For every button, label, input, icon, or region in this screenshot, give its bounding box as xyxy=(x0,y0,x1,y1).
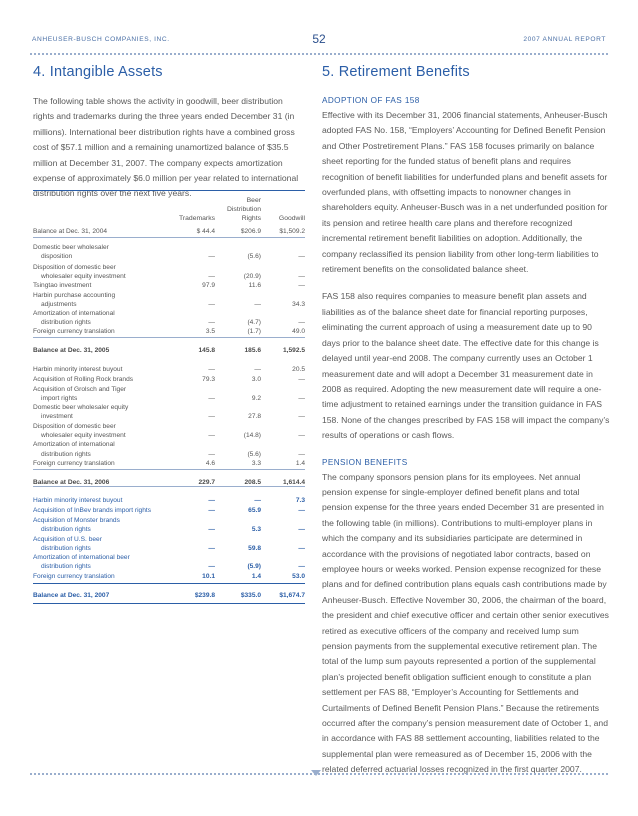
cell-trademarks: 4.6 xyxy=(205,460,215,467)
cell-trademarks: — xyxy=(208,507,215,514)
cell-beer-distribution-rights: (5.6) xyxy=(247,253,261,260)
row-label: Amortization of international xyxy=(33,310,115,317)
cell-trademarks: — xyxy=(208,319,215,326)
cell-goodwill: 1,592.5 xyxy=(283,347,305,354)
intangible-assets-intro: The following table shows the activity in goodwill, beer distribution rights and trademarks during the three years ended December 31 (in millions). International beer distribution rights have a combined gross cost of $57.1 million and a remaining unamortized balance of $35.5 million at December 31, 2007. The company expects amortization expense of approximately $6.0 million per year related to international distribution rights over the next five years. xyxy=(33,96,299,199)
cell-beer-distribution-rights: (1.7) xyxy=(247,328,261,335)
cell-goodwill: — xyxy=(298,507,305,514)
table-rule xyxy=(33,237,305,238)
cell-beer-distribution-rights: — xyxy=(254,366,261,373)
cell-goodwill: 1.4 xyxy=(295,460,305,467)
row-label: Disposition of domestic beer xyxy=(33,423,116,430)
row-label: Balance at Dec. 31, 2007 xyxy=(33,592,110,599)
table-row xyxy=(33,282,305,292)
row-label: disposition xyxy=(41,253,73,260)
cell-beer-distribution-rights: 3.0 xyxy=(251,376,261,383)
cell-beer-distribution-rights: — xyxy=(254,497,261,504)
cell-goodwill: — xyxy=(298,395,305,402)
page-header xyxy=(30,32,608,48)
row-label: import rights xyxy=(41,395,78,402)
cell-beer-distribution-rights: (20.9) xyxy=(243,273,261,280)
cell-beer-distribution-rights: $206.9 xyxy=(240,228,261,235)
row-label: distribution rights xyxy=(41,451,91,458)
row-label: wholesaler equity investment xyxy=(41,273,126,280)
cell-goodwill: — xyxy=(298,413,305,420)
header-divider xyxy=(30,53,608,55)
row-label: Harbin minority interest buyout xyxy=(33,366,123,373)
cell-trademarks: — xyxy=(208,413,215,420)
cell-trademarks: — xyxy=(208,366,215,373)
row-label: investment xyxy=(41,413,73,420)
table-rule xyxy=(33,486,305,487)
cell-trademarks: 10.1 xyxy=(202,573,215,580)
table-row xyxy=(33,563,305,573)
table-row xyxy=(33,413,305,423)
cell-goodwill: — xyxy=(298,253,305,260)
table-rule xyxy=(33,603,305,604)
row-label: Harbin minority interest buyout xyxy=(33,497,123,504)
table-rule xyxy=(33,469,305,470)
cell-trademarks: — xyxy=(208,301,215,308)
header-goodwill: Goodwill xyxy=(278,215,305,222)
cell-trademarks: 97.9 xyxy=(202,282,215,289)
cell-beer-distribution-rights: 208.5 xyxy=(244,479,261,486)
report-title: 2007 ANNUAL REPORT xyxy=(523,36,606,43)
row-label: Balance at Dec. 31, 2004 xyxy=(33,228,108,235)
row-label: distribution rights xyxy=(41,526,91,533)
cell-beer-distribution-rights: (4.7) xyxy=(247,319,261,326)
fas-158-paragraph-1: Effective with its December 31, 2006 financial statements, Anheuser-Busch adopted FAS No. 158, “Employers’ Accounting for Defined Benefit Pension and Other Postretirement Plans.” FAS 158 focuses primarily on balance sheet reporting for the funded status of benefit plans and requires recognition of benefit liabilities for underfunded plans and benefit assets for overfunded plans, with offsetting impacts to nonowner changes in shareholders equity. Anheuser-Busch was in a net underfunded position for its pension and retiree health care plans and therefore recognized incremental retirement benefit liabilities on adoption. Additionally, the company reclassified its pension liability from other long-term liabilities to retirement benefits on the consolidated balance sheet. xyxy=(322,110,608,275)
cell-beer-distribution-rights: 11.6 xyxy=(248,282,261,289)
cell-beer-distribution-rights: 65.9 xyxy=(248,507,261,514)
cell-trademarks: — xyxy=(208,563,215,570)
row-label: Amortization of international beer xyxy=(33,554,130,561)
cell-goodwill: 34.3 xyxy=(292,301,305,308)
cell-goodwill: — xyxy=(298,273,305,280)
table-row xyxy=(33,507,305,517)
cell-beer-distribution-rights: 27.8 xyxy=(248,413,261,420)
cell-trademarks: 229.7 xyxy=(198,479,215,486)
cell-goodwill: 49.0 xyxy=(292,328,305,335)
table-row xyxy=(33,497,305,507)
row-label: Foreign currency translation xyxy=(33,460,115,467)
cell-goodwill: — xyxy=(298,526,305,533)
cell-trademarks: — xyxy=(208,526,215,533)
row-label: distribution rights xyxy=(41,563,91,570)
header-beer-line2: Distribution xyxy=(227,206,261,213)
header-trademarks: Trademarks xyxy=(178,215,215,222)
cell-beer-distribution-rights: 185.6 xyxy=(244,347,261,354)
table-row xyxy=(33,441,305,451)
header-beer-line3: Rights xyxy=(241,215,261,222)
cell-goodwill: $1,674.7 xyxy=(279,592,305,599)
cell-goodwill: 20.5 xyxy=(292,366,305,373)
cell-trademarks: 3.5 xyxy=(205,328,215,335)
table-row xyxy=(33,526,305,536)
cell-beer-distribution-rights: 3.3 xyxy=(251,460,261,467)
header-beer-line1: Beer xyxy=(246,197,261,204)
header-beer-distribution-rights xyxy=(215,196,261,223)
row-label: adjustments xyxy=(41,301,77,308)
row-label: Disposition of domestic beer xyxy=(33,264,116,271)
cell-beer-distribution-rights: $335.0 xyxy=(240,592,261,599)
cell-goodwill: — xyxy=(298,451,305,458)
row-label: Foreign currency translation xyxy=(33,573,115,580)
table-rule xyxy=(33,583,305,584)
cell-trademarks: — xyxy=(208,395,215,402)
cell-beer-distribution-rights: 5.3 xyxy=(251,526,261,533)
cell-goodwill: — xyxy=(298,432,305,439)
fas-158-paragraph-2: FAS 158 also requires companies to measure benefit plan assets and liabilities as of the balance sheet date for financial reporting purposes, eliminating the current approach of using a measurement date up to 90 days prior to the balance sheet date. The effective date for this change is delayed until year-end 2008. The company currently uses an October 1 measurement date and will adopt a December 31 measurement date in 2008 as required. Adopting the new measurement date will require a one-time adjustment to retained earnings under the transition guidance in FAS 158. None of the changes prescribed by FAS 158 will impact the company’s results of operations or cash flows. xyxy=(322,291,610,441)
row-label: Harbin purchase accounting xyxy=(33,292,116,299)
table-row xyxy=(33,592,305,602)
intangible-assets-section xyxy=(33,64,305,202)
table-row xyxy=(33,366,305,376)
section-title-intangible-assets: 4. Intangible Assets xyxy=(33,64,163,80)
cell-trademarks: — xyxy=(208,273,215,280)
cell-trademarks: 145.8 xyxy=(198,347,215,354)
row-label: Tsingtao investment xyxy=(33,282,92,289)
cell-trademarks: — xyxy=(208,253,215,260)
cell-beer-distribution-rights: — xyxy=(254,301,261,308)
row-label: Domestic beer wholesaler equity xyxy=(33,404,129,411)
cell-goodwill: — xyxy=(298,319,305,326)
table-rule xyxy=(33,337,305,338)
row-label: wholesaler equity investment xyxy=(41,432,126,439)
cell-beer-distribution-rights: (5.6) xyxy=(247,451,261,458)
cell-beer-distribution-rights: 59.8 xyxy=(248,545,261,552)
cell-goodwill: $1,509.2 xyxy=(279,228,305,235)
cell-beer-distribution-rights: (14.8) xyxy=(243,432,261,439)
row-label: Acquisition of Monster brands xyxy=(33,517,120,524)
page-number: 52 xyxy=(312,32,326,46)
row-label: distribution rights xyxy=(41,319,91,326)
row-label: Acquisition of U.S. beer xyxy=(33,536,102,543)
cell-beer-distribution-rights: (5.9) xyxy=(247,563,261,570)
cell-trademarks: — xyxy=(208,432,215,439)
table-top-rule xyxy=(33,190,305,191)
cell-trademarks: — xyxy=(208,545,215,552)
table-row xyxy=(33,347,305,357)
cell-goodwill: — xyxy=(298,563,305,570)
table-row xyxy=(33,573,305,583)
footer-triangle-icon xyxy=(311,770,321,776)
table-row xyxy=(33,376,305,386)
cell-goodwill: — xyxy=(298,545,305,552)
row-label: distribution rights xyxy=(41,545,91,552)
row-label: Acquisition of Rolling Rock brands xyxy=(33,376,134,383)
company-name: ANHEUSER-BUSCH COMPANIES, INC. xyxy=(32,36,170,43)
row-label: Balance at Dec. 31, 2005 xyxy=(33,347,110,354)
cell-trademarks: — xyxy=(208,497,215,504)
cell-goodwill: — xyxy=(298,282,305,289)
row-label: Domestic beer wholesaler xyxy=(33,244,109,251)
section-title-retirement-benefits: 5. Retirement Benefits xyxy=(322,64,470,80)
table-row xyxy=(33,253,305,263)
pension-benefits-paragraph: The company sponsors pension plans for its employees. Net annual pension expense for single-employer defined benefit plans and total pension expense for the three years ended December 31 are presented in the following table (in millions). Contributions to multi-employer plans in which the company and its subsidiaries participate are determined in accordance with the provisions of negotiated labor contracts, based on employee hours or weeks worked. Pension expense recognized for these plans and for defined contribution plans equals cash contributions made by Anheuser-Busch. Effective November 30, 2006, the chairman of the board, the president and chief executive officer and certain other senior executives retired as executive officers of the company and received lump sum pension payments from the supplemental executive retirement plan. The total of the lump sum payouts represented a portion of the supplemental plan’s projected benefit obligation sufficient enough to constitute a plan settlement per FAS 88, “Employer’s Accounting for Settlements and Curtailments of Defined Benefit Pension Plans.” Because the retirements occurred after the company’s pension measurement date of October 1, and in accordance with FAS 88 settlement accounting, liabilities related to the supplemental plan were remeasured as of December 15, 2006 with the related deferred actuarial losses recognized in the first quarter 2007. xyxy=(322,471,609,775)
cell-goodwill: 53.0 xyxy=(292,573,305,580)
cell-beer-distribution-rights: 9.2 xyxy=(251,395,261,402)
retirement-benefits-section xyxy=(322,64,610,778)
cell-trademarks: $ 44.4 xyxy=(196,228,215,235)
row-label: Foreign currency translation xyxy=(33,328,115,335)
cell-trademarks: — xyxy=(208,451,215,458)
row-label: Amortization of international xyxy=(33,441,115,448)
subheading-adoption-fas-158: ADOPTION OF FAS 158 xyxy=(322,96,420,105)
cell-beer-distribution-rights: 1.4 xyxy=(251,573,261,580)
table-row xyxy=(33,479,305,489)
subheading-pension-benefits: PENSION BENEFITS xyxy=(322,457,408,467)
row-label: Acquisition of InBev brands import rights xyxy=(33,507,152,514)
row-label: Balance at Dec. 31, 2006 xyxy=(33,479,110,486)
row-label: Acquisition of Grolsch and Tiger xyxy=(33,386,127,393)
cell-trademarks: $239.8 xyxy=(194,592,215,599)
cell-goodwill: — xyxy=(298,376,305,383)
cell-trademarks: 79.3 xyxy=(202,376,215,383)
cell-goodwill: 7.3 xyxy=(295,497,305,504)
cell-goodwill: 1,614.4 xyxy=(283,479,305,486)
